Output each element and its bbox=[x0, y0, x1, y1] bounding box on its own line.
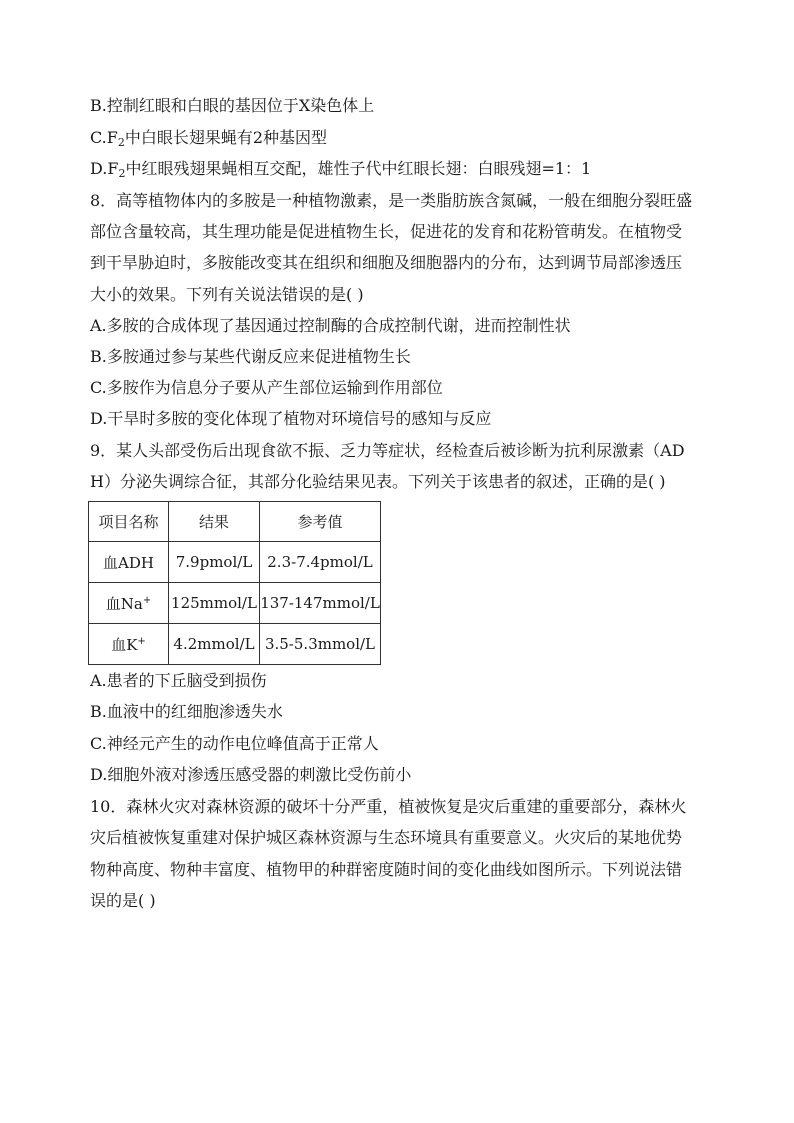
q7-option-d-text: D.F bbox=[90, 159, 119, 178]
q7-option-c-text: C.F bbox=[90, 128, 118, 147]
table-row bbox=[89, 542, 381, 583]
q7-option-c-subscript: 2 bbox=[117, 136, 125, 149]
q7-option-c bbox=[90, 128, 327, 148]
item-charge: + bbox=[137, 635, 146, 647]
q9-stem-line: H）分泌失调综合征，其部分化验结果见表。下列关于该患者的叙述，正确的是( ) bbox=[90, 472, 666, 491]
q9-option-a: A.患者的下丘脑受到损伤 bbox=[90, 671, 267, 690]
q8-stem-line: 8．高等植物体内的多胺是一种植物激素，是一类脂肪族含氮碱，一般在细胞分裂旺盛 bbox=[90, 191, 693, 210]
q9-option-b: B.血液中的红细胞渗透失水 bbox=[90, 702, 283, 721]
q10-stem-line: 误的是( ) bbox=[90, 891, 156, 910]
q7-option-d bbox=[90, 159, 591, 179]
table-row bbox=[89, 583, 381, 624]
table-cell-reference: 2.3-7.4pmol/L bbox=[260, 542, 381, 583]
q8-stem-line: 到干旱胁迫时，多胺能改变其在组织和细胞及细胞器内的分布，达到调节局部渗透压 bbox=[90, 253, 683, 272]
lab-results-table bbox=[88, 501, 381, 665]
q9-option-c: C.神经元产生的动作电位峰值高于正常人 bbox=[90, 734, 379, 753]
q10-stem-line: 灾后植被恢复重建对保护城区森林资源与生态环境具有重要意义。火灾后的某地优势 bbox=[90, 828, 683, 847]
item-name: 血Na bbox=[105, 594, 143, 613]
item-name: 血K bbox=[111, 635, 138, 654]
q8-option-a: A.多胺的合成体现了基因通过控制酶的合成控制代谢，进而控制性状 bbox=[90, 316, 571, 335]
q10-stem-line: 10．森林火灾对森林资源的破坏十分严重，植被恢复是灾后重建的重要部分，森林火 bbox=[90, 797, 687, 816]
q8-stem-line: 部位含量较高，其生理功能是促进植物生长，促进花的发育和花粉管萌发。在植物受 bbox=[90, 222, 683, 241]
table-cell-result: 7.9pmol/L bbox=[169, 542, 260, 583]
table-cell-item bbox=[89, 583, 169, 624]
table-header-cell: 项目名称 bbox=[89, 502, 169, 542]
q10-stem-line: 物种高度、物种丰富度、植物甲的种群密度随时间的变化曲线如图所示。下列说法错 bbox=[90, 860, 683, 879]
item-charge: + bbox=[142, 594, 152, 606]
q9-option-d: D.细胞外液对渗透压感受器的刺激比受伤前小 bbox=[90, 765, 412, 784]
q7-option-c-text-rest: 中白眼长翅果蝇有2种基因型 bbox=[124, 128, 328, 147]
table-cell-reference: 3.5-5.3mmol/L bbox=[260, 624, 381, 665]
q7-option-b: B.控制红眼和白眼的基因位于X染色体上 bbox=[90, 96, 375, 115]
table-cell-reference: 137-147mmol/L bbox=[260, 583, 381, 624]
q8-option-b: B.多胺通过参与某些代谢反应来促进植物生长 bbox=[90, 347, 411, 366]
table-row bbox=[89, 624, 381, 665]
table-cell-item bbox=[89, 542, 169, 583]
table-cell-result: 4.2mmol/L bbox=[169, 624, 260, 665]
table-header-row bbox=[89, 502, 381, 542]
table-cell-result: 125mmol/L bbox=[169, 583, 260, 624]
q8-stem-line: 大小的效果。下列有关说法错误的是( ) bbox=[90, 285, 364, 304]
q8-option-d: D.干旱时多胺的变化体现了植物对环境信号的感知与反应 bbox=[90, 409, 492, 428]
table-cell-item bbox=[89, 624, 169, 665]
q7-option-d-subscript: 2 bbox=[118, 167, 126, 180]
item-name: 血ADH bbox=[103, 553, 154, 572]
q8-option-c: C.多胺作为信息分子要从产生部位运输到作用部位 bbox=[90, 378, 443, 397]
q7-option-d-text-rest: 中红眼残翅果蝇相互交配，雄性子代中红眼长翅：白眼残翅=1：1 bbox=[125, 159, 592, 178]
table-header-cell: 结果 bbox=[169, 502, 260, 542]
table-header-cell: 参考值 bbox=[260, 502, 381, 542]
q9-stem-line: 9．某人头部受伤后出现食欲不振、乏力等症状，经检查后被诊断为抗利尿激素（AD bbox=[90, 441, 685, 460]
